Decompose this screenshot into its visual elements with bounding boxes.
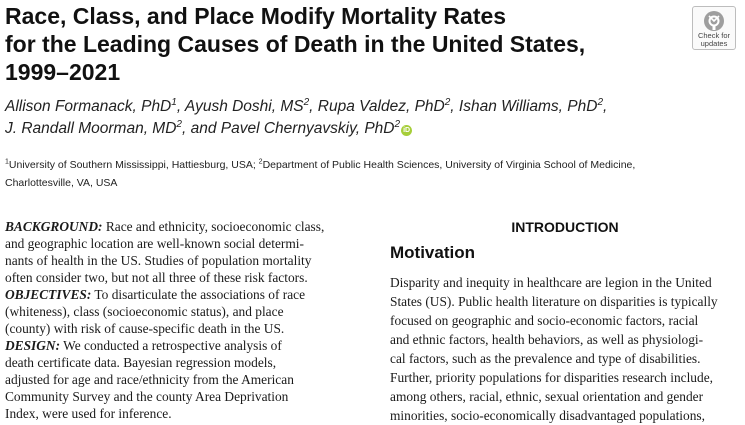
affiliation-mark: 1 [171,96,177,108]
author-separator: , [603,98,608,115]
abstract-text: We conducted a retrospective analysis of [60,338,282,353]
affiliation-line: Charlottesville, VA, USA [5,177,118,189]
badge-label: Check for [697,31,731,40]
affiliation-line [5,156,740,174]
background-label: BACKGROUND: [5,219,103,234]
affiliation-mark: 2 [597,96,604,108]
abstract-line: often consider two, but not all three of these risk factors. [5,270,308,285]
body-line: among others, racial, ethnic, sexual orientation and gender [390,389,704,404]
author-list [5,96,725,140]
abstract-line: Community Survey and the county Area Deprivation [5,389,289,404]
abstract-line [5,286,357,303]
author-name[interactable]: , and Pavel Chernyavskiy, PhD [181,120,395,137]
abstract-line: Index, were used for inference. [5,406,172,421]
orcid-icon[interactable]: iD [403,127,411,134]
abstract-line: death certificate data. Bayesian regression models, [5,355,277,370]
abstract [5,218,357,422]
abstract-line: and geographic location are well-known social determi- [5,236,304,251]
title-line: for the Leading Causes of Death in the United States, [5,31,586,57]
affiliation-text: University of Southern Mississippi, Hattiesburg, USA; [8,159,259,171]
body-line: Further, priority populations for disparities research include, [390,370,713,385]
affiliation-mark: 2 [176,118,182,130]
author-line [5,96,725,118]
abstract-line: nants of health in the US. Studies of population mortality [5,253,312,268]
abstract-line [5,218,357,235]
title-line: 1999–2021 [5,59,121,85]
article-title [5,2,645,86]
badge-label: updates [700,39,728,48]
design-label: DESIGN: [5,338,61,353]
abstract-line: (whiteness), class (socioeconomic status), and place [5,304,284,319]
abstract-line [5,337,357,354]
abstract-line: adjusted for age and race/ethnicity from the American [5,372,294,387]
author-name[interactable]: J. Randall Moorman, MD [5,120,177,137]
affiliation-mark: 2 [444,96,451,108]
body-line: and ethnic factors, health behaviors, as well as physiologi- [390,332,704,347]
body-line: Disparity and inequity in healthcare are legion in the United [390,275,712,290]
abstract-line: (county) with risk of cause-specific death in the US. [5,321,285,336]
abstract-text: To disarticulate the associations of race [91,287,306,302]
subsection-heading-motivation: Motivation [390,243,475,262]
author-name[interactable]: Allison Formanack, PhD [5,98,172,115]
title-line: Race, Class, and Place Modify Mortality Rates [5,3,507,29]
objectives-label: OBJECTIVES: [5,287,92,302]
author-name[interactable]: , Ayush Doshi, MS [176,98,304,115]
check-for-updates-button[interactable] [692,6,736,50]
affiliation-mark: 2 [394,118,401,130]
crossmark-icon [703,10,725,32]
author-name[interactable]: , Rupa Valdez, PhD [309,98,445,115]
body-line: cal factors, such as the prevalence and type of disabilities. [390,351,701,366]
author-name[interactable]: , Ishan Williams, PhD [450,98,598,115]
section-heading-introduction: INTRODUCTION [511,219,619,235]
author-line [5,118,725,140]
body-line: focused on geographic and socio-economic factors, racial [390,313,699,328]
affiliation-text: Department of Public Health Sciences, University of Virginia School of Medicine, [262,159,636,171]
introduction-body [390,273,742,425]
affiliation-mark: 2 [258,158,263,166]
affiliations [5,156,740,192]
body-line: States (US). Public health literature on disparities is typically [390,294,718,309]
abstract-text: Race and ethnicity, socioeconomic class, [102,219,325,234]
affiliation-mark: 2 [303,96,310,108]
body-line: minorities, socio-economically disadvantaged populations, [390,408,705,423]
affiliation-mark: 1 [5,158,9,166]
